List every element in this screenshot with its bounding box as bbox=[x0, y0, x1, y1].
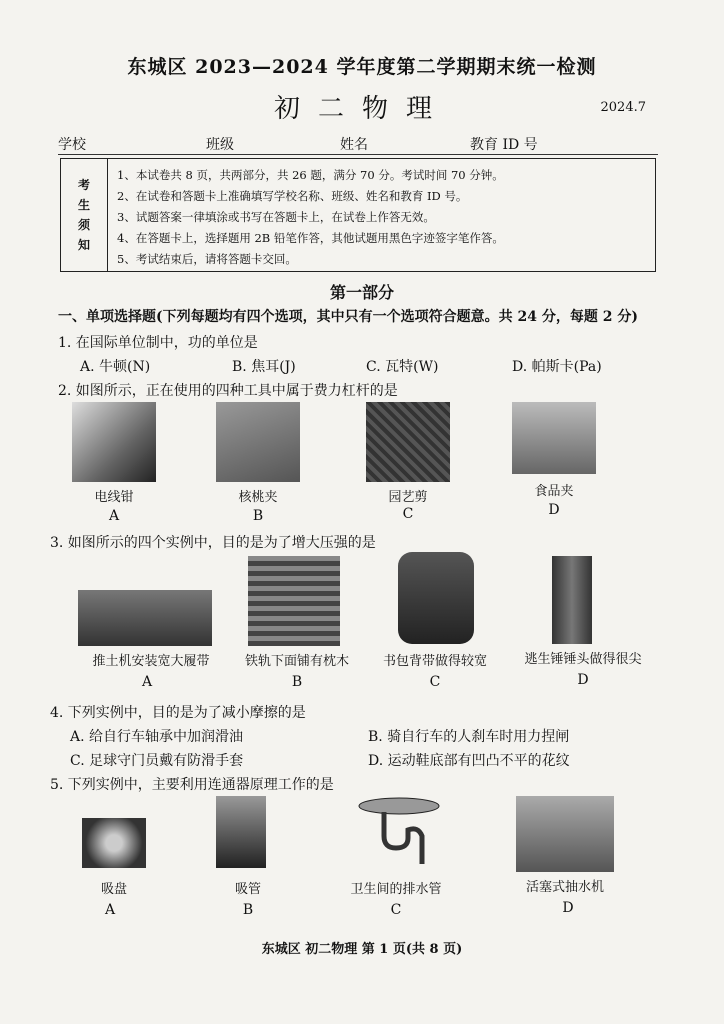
q3-stem: 3. 如图所示的四个实例中，目的是为了增大压强的是 bbox=[50, 535, 376, 551]
q3-caption-a: 推土机安装宽大履带 bbox=[92, 654, 210, 669]
q5-label-a[interactable]: A bbox=[104, 902, 116, 918]
q3-label-b[interactable]: B bbox=[291, 674, 303, 690]
piston-pump-photo[interactable] bbox=[516, 796, 614, 872]
q4-stem: 4. 下列实例中，目的是为了减小摩擦的是 bbox=[50, 705, 306, 721]
q2-label-d[interactable]: D bbox=[548, 502, 560, 518]
q1-option-c[interactable]: C. 瓦特(W) bbox=[366, 359, 439, 375]
q1-option-a[interactable]: A. 牛顿(N) bbox=[80, 359, 151, 375]
q1-option-b[interactable]: B. 焦耳(J) bbox=[232, 359, 296, 375]
bulldozer-photo[interactable] bbox=[78, 566, 212, 646]
name-label: 姓名 bbox=[340, 137, 368, 153]
escape-hammer-photo[interactable] bbox=[552, 556, 592, 644]
railway-photo[interactable] bbox=[248, 556, 340, 646]
food-tongs-photo[interactable] bbox=[512, 402, 596, 474]
drain-pipe-drawing[interactable] bbox=[356, 796, 442, 866]
backpack-photo[interactable] bbox=[398, 552, 474, 644]
q3-label-c[interactable]: C bbox=[429, 674, 441, 690]
student-info-line bbox=[58, 134, 658, 155]
notice-item: 2、在试卷和答题卡上准确填写学校名称、班级、姓名和教育 ID 号。 bbox=[117, 189, 468, 203]
q5-label-d[interactable]: D bbox=[562, 900, 574, 916]
school-label: 学校 bbox=[58, 137, 86, 153]
notice-item: 1、本试卷共 8 页，共两部分，共 26 题，满分 70 分。考试时间 70 分钟。 bbox=[117, 168, 504, 182]
garden-shears-photo[interactable] bbox=[366, 402, 450, 482]
straw-photo[interactable] bbox=[216, 796, 266, 868]
q5-caption-b: 吸管 bbox=[234, 882, 261, 897]
q5-label-c[interactable]: C bbox=[390, 902, 402, 918]
part-heading: 第一部分 bbox=[329, 283, 394, 302]
q3-caption-b: 铁轨下面铺有枕木 bbox=[244, 654, 349, 669]
notice-item: 4、在答题卡上，选择题用 2B 铅笔作答，其他试题用黑色字迹签字笔作答。 bbox=[117, 231, 504, 245]
page-footer: 东城区 初二物理 第 1 页(共 8 页) bbox=[261, 942, 463, 957]
q3-caption-c: 书包背带做得较宽 bbox=[382, 654, 487, 669]
q3-label-d[interactable]: D bbox=[577, 672, 589, 688]
q5-caption-a: 吸盘 bbox=[100, 882, 127, 897]
q4-option-c[interactable]: C. 足球守门员戴有防滑手套 bbox=[70, 753, 244, 769]
q4-option-b[interactable]: B. 骑自行车的人刹车时用力捏闸 bbox=[368, 729, 570, 745]
q3-label-a[interactable]: A bbox=[141, 674, 153, 690]
suction-cup-photo[interactable] bbox=[82, 818, 146, 868]
q2-caption-d: 食品夹 bbox=[534, 484, 574, 499]
drain-pipe-icon bbox=[356, 796, 442, 866]
q1-option-d[interactable]: D. 帕斯卡(Pa) bbox=[512, 359, 602, 375]
q2-caption-c: 园艺剪 bbox=[388, 490, 428, 505]
q4-option-d[interactable]: D. 运动鞋底部有凹凸不平的花纹 bbox=[368, 753, 570, 769]
nutcracker-photo[interactable] bbox=[216, 402, 300, 482]
wire-pliers-photo[interactable] bbox=[72, 402, 156, 482]
q2-label-a[interactable]: A bbox=[108, 508, 120, 524]
notice-item: 5、考试结束后，请将答题卡交回。 bbox=[117, 252, 297, 266]
q2-label-b[interactable]: B bbox=[252, 508, 264, 524]
q3-caption-d: 逃生锤锤头做得很尖 bbox=[524, 652, 642, 667]
q5-caption-c: 卫生间的排水管 bbox=[350, 882, 442, 897]
notice-item: 3、试题答案一律填涂或书写在答题卡上，在试卷上作答无效。 bbox=[117, 210, 435, 224]
q2-stem: 2. 如图所示，正在使用的四种工具中属于费力杠杆的是 bbox=[58, 383, 398, 399]
exam-date: 2024.7 bbox=[600, 100, 646, 115]
section-heading: 一、单项选择题(下列每题均有四个选项，其中只有一个选项符合题意。共 24 分，每题 2 分) bbox=[58, 309, 638, 325]
id-label: 教育 ID 号 bbox=[470, 137, 538, 153]
q2-caption-a: 电线钳 bbox=[94, 490, 134, 505]
q1-stem: 1. 在国际单位制中，功的单位是 bbox=[58, 335, 258, 351]
notice-items bbox=[117, 165, 504, 270]
q5-stem: 5. 下列实例中，主要利用连通器原理工作的是 bbox=[50, 777, 334, 793]
exam-title: 东城区 2023—2024 学年度第二学期期末统一检测 bbox=[127, 56, 597, 78]
notice-label: 考 生 须 知 bbox=[61, 159, 108, 271]
class-label: 班级 bbox=[206, 137, 234, 153]
q4-option-a[interactable]: A. 给自行车轴承中加润滑油 bbox=[70, 729, 244, 745]
subject-title: 初二物理 bbox=[273, 94, 450, 124]
exam-notice-box bbox=[60, 158, 656, 272]
q2-caption-b: 核桃夹 bbox=[238, 490, 278, 505]
q5-label-b[interactable]: B bbox=[242, 902, 254, 918]
q5-caption-d: 活塞式抽水机 bbox=[525, 880, 604, 895]
q2-label-c[interactable]: C bbox=[402, 506, 414, 522]
